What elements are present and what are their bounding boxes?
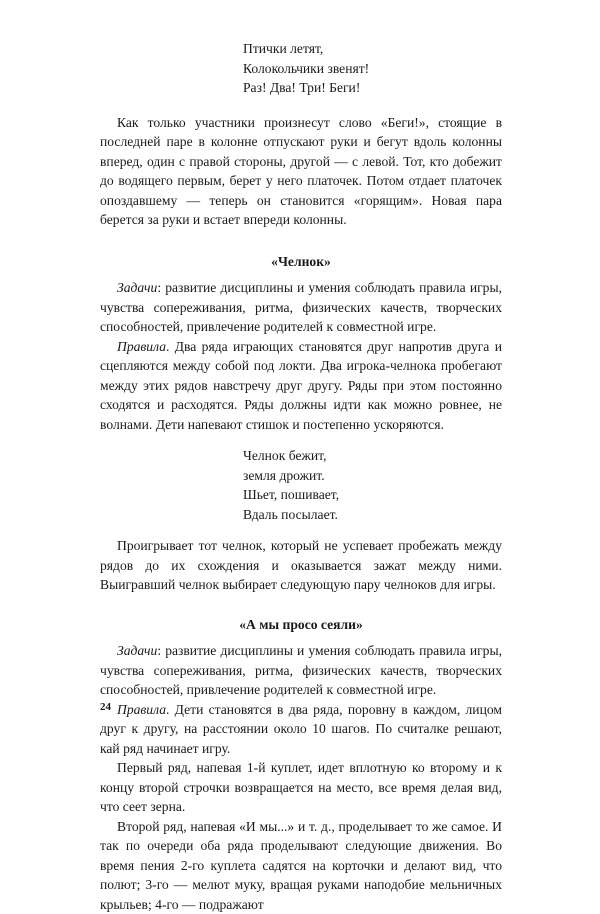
verse-line: Челнок бежит, (243, 446, 502, 466)
rules-paragraph (100, 700, 502, 759)
verse-block (243, 39, 502, 98)
verse-line: Вдаль посылает. (243, 505, 502, 525)
tasks-paragraph (100, 641, 502, 700)
rules-text: . Два ряда играющих становятся друг напротив друга и сцепляются между собой под локти. Два игрока-челнока пробегают между этих рядов навстречу друг другу. Ряды при этом постоянно сходятся и расходятся. Ряды должны идти как можно ровнее, не волнами. Дети напевают стишок и постепенно ускоряются. (100, 339, 502, 432)
page-number: 24 (100, 701, 111, 713)
section-title: «Челнок» (100, 252, 502, 272)
verse-line: Раз! Два! Три! Беги! (243, 78, 502, 98)
tasks-paragraph (100, 278, 502, 337)
rules-text: . Дети становятся в два ряда, поровну в каждом, лицом друг к другу, на расстоянии около 10 шагов. По считалке решают, кай ряд начинает игру. (100, 702, 502, 756)
document-page (100, 0, 502, 914)
verse-block (243, 446, 502, 524)
verse-line: Птички летят, (243, 39, 502, 59)
verse-line: Колокольчики звенят! (243, 59, 502, 79)
paragraph: Проигрывает тот челнок, который не успевает пробежать между рядов до их схождения и оказывается зажат между ними. Выигравший челнок выбирает следующую пару челноков для игры. (100, 536, 502, 595)
paragraph: Первый ряд, напевая 1-й куплет, идет вплотную ко второму и к концу второй строчки возвращается на место, все время делая вид, что сеет зерна. (100, 758, 502, 817)
paragraph: Второй ряд, напевая «И мы...» и т. д., проделывает то же самое. И так по очереди оба ряда проделывают следующие движения. Во время пения 2-го куплета садятся на корточки и делают вид, что полют; 3-го — мелют муку, вращая руками наподобие мельничных крыльев; 4-го — подражают (100, 817, 502, 914)
verse-line: земля дрожит. (243, 466, 502, 486)
tasks-label: Задачи (117, 280, 157, 295)
section-title: «А мы просо сеяли» (100, 615, 502, 635)
rules-label: Правила (117, 339, 166, 354)
tasks-text: : развитие дисциплины и умения соблюдать правила игры, чувства сопереживания, ритма, физических качеств, творческих способностей, привлечение родителей к совместной игре. (100, 643, 502, 697)
verse-line: Шьет, пошивает, (243, 485, 502, 505)
tasks-label: Задачи (117, 643, 157, 658)
rules-paragraph (100, 337, 502, 435)
rules-label: Правила (117, 702, 166, 717)
tasks-text: : развитие дисциплины и умения соблюдать правила игры, чувства сопереживания, ритма, физических качеств, творческих способностей, привлечение родителей к совместной игре. (100, 280, 502, 334)
paragraph: Как только участники произнесут слово «Беги!», стоящие в последней паре в колонне отпускают руки и бегут вдоль колонны вперед, один с правой стороны, другой — с левой. Тот, кто добежит до водящего первым, берет у него платочек. Потом отдает платочек опоздавшему — теперь он становится «горящим». Новая пара берется за руки и встает впереди колонны. (100, 113, 502, 230)
